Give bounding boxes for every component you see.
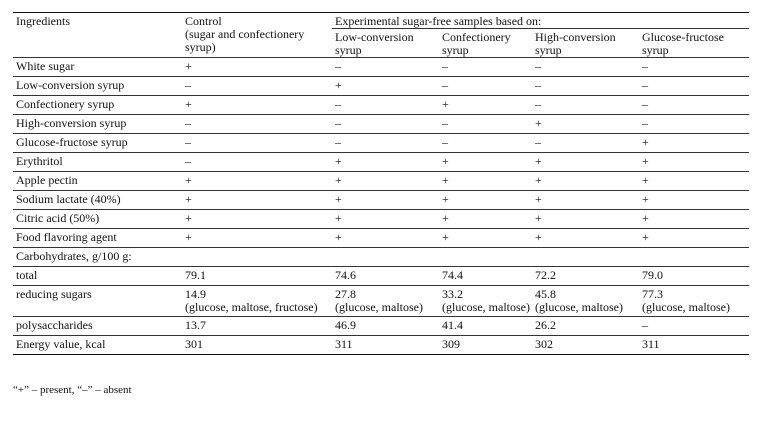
header-ingredients: Ingredients [13,13,182,58]
value-number: 33.2 [442,287,463,301]
table-row [13,229,749,248]
presence-cell: + [532,115,639,134]
ingredient-name: Citric acid (50%) [13,210,182,229]
presence-cell: + [332,229,439,248]
header-control [182,13,332,58]
value-number: 14.9 [185,287,206,301]
value-detail: (glucose, maltose, fructose) [185,300,318,314]
presence-cell: + [639,153,749,172]
value-cell: 13.7 [182,317,332,336]
ingredients-table-wrapper [13,12,749,355]
ingredient-name: Erythritol [13,153,182,172]
table-row [13,336,749,355]
presence-cell: + [182,172,332,191]
presence-cell: – [439,134,532,153]
presence-cell: + [332,191,439,210]
presence-cell: – [332,115,439,134]
sample-line2: syrup [642,43,669,57]
presence-cell: + [639,229,749,248]
presence-cell: + [332,153,439,172]
table-row [13,115,749,134]
value-cell [532,286,639,317]
presence-cell: + [439,96,532,115]
value-cell: 311 [332,336,439,355]
carbohydrates-heading-row [13,248,749,267]
presence-cell: + [639,210,749,229]
value-cell: 26.2 [532,317,639,336]
presence-cell: – [639,58,749,77]
presence-cell: + [532,229,639,248]
presence-cell: – [332,134,439,153]
presence-cell: – [532,77,639,96]
ingredient-name: Glucose-fructose syrup [13,134,182,153]
presence-cell: + [332,172,439,191]
polysaccharides-label: polysaccharides [13,317,182,336]
sample-line2: syrup [535,43,562,57]
value-number: 77.3 [642,287,663,301]
presence-cell: – [532,58,639,77]
sample-line1: High-conversion [535,30,616,44]
ingredient-name: White sugar [13,58,182,77]
presence-cell: – [639,96,749,115]
value-cell [182,286,332,317]
presence-cell: + [182,191,332,210]
ingredient-name: Confectionery syrup [13,96,182,115]
value-cell [332,286,439,317]
ingredient-name: Food flavoring agent [13,229,182,248]
table-row [13,317,749,336]
sample-line1: Low-conversion [335,30,414,44]
presence-cell: – [439,77,532,96]
value-cell: 79.1 [182,267,332,286]
presence-cell: – [532,96,639,115]
presence-cell: – [439,58,532,77]
presence-cell: + [532,153,639,172]
header-experimental: Experimental sugar-free samples based on: [332,13,749,29]
presence-cell: + [182,96,332,115]
reducing-sugars-label: reducing sugars [13,286,182,317]
value-detail: (glucose, maltose) [535,300,623,314]
table-row [13,153,749,172]
presence-cell: + [332,210,439,229]
table-row [13,77,749,96]
presence-cell: + [439,210,532,229]
value-cell: 301 [182,336,332,355]
header-control-label: Control [185,14,222,28]
presence-cell: – [332,58,439,77]
presence-cell: + [439,191,532,210]
ingredients-table [13,12,749,355]
table-row [13,267,749,286]
presence-cell: – [182,77,332,96]
footnote: “+” – present, “–” – absent [13,384,132,396]
value-detail: (glucose, maltose) [335,300,423,314]
presence-cell: – [182,134,332,153]
sample-line1: Confectionery [442,30,511,44]
value-number: 45.8 [535,287,556,301]
presence-cell: – [182,153,332,172]
presence-cell: – [639,77,749,96]
value-cell: 74.6 [332,267,439,286]
sample-line2: syrup [335,43,362,57]
presence-cell: – [639,115,749,134]
presence-cell: – [439,115,532,134]
ingredient-name: Apple pectin [13,172,182,191]
presence-cell: + [332,77,439,96]
value-number: 27.8 [335,287,356,301]
header-sample-high [532,29,639,58]
value-cell: 309 [439,336,532,355]
header-sample-low [332,29,439,58]
presence-cell: – [182,115,332,134]
presence-cell: + [439,153,532,172]
carbohydrates-label: Carbohydrates, g/100 g: [13,248,749,267]
presence-cell: + [532,210,639,229]
table-row [13,134,749,153]
ingredient-name: High-conversion syrup [13,115,182,134]
value-cell [439,286,532,317]
sample-line1: Glucose-fructose [642,30,724,44]
presence-cell: + [532,191,639,210]
presence-cell: + [532,172,639,191]
header-sample-confectionery [439,29,532,58]
value-cell: 311 [639,336,749,355]
carb-total-label: total [13,267,182,286]
table-row [13,96,749,115]
value-cell: 302 [532,336,639,355]
table-row [13,286,749,317]
presence-cell: + [439,172,532,191]
presence-cell: + [182,58,332,77]
presence-cell: + [439,229,532,248]
sample-line2: syrup [442,43,469,57]
presence-cell: + [182,229,332,248]
value-cell [639,286,749,317]
ingredient-name: Sodium lactate (40%) [13,191,182,210]
value-cell: 72.2 [532,267,639,286]
value-detail: (glucose, maltose) [442,300,530,314]
table-row [13,172,749,191]
presence-cell: + [639,134,749,153]
header-control-sub: (sugar and confectionery syrup) [185,27,305,54]
value-cell: 46.9 [332,317,439,336]
table-row [13,191,749,210]
header-row [13,13,749,29]
value-cell: – [639,317,749,336]
presence-cell: + [639,172,749,191]
energy-label: Energy value, kcal [13,336,182,355]
presence-cell: + [639,191,749,210]
presence-cell: + [182,210,332,229]
ingredient-name: Low-conversion syrup [13,77,182,96]
value-cell: 74.4 [439,267,532,286]
presence-cell: – [332,96,439,115]
table-row [13,58,749,77]
presence-cell: – [532,134,639,153]
value-cell: 79.0 [639,267,749,286]
value-cell: 41.4 [439,317,532,336]
table-row [13,210,749,229]
header-sample-glucose-fructose [639,29,749,58]
value-detail: (glucose, maltose) [642,300,730,314]
